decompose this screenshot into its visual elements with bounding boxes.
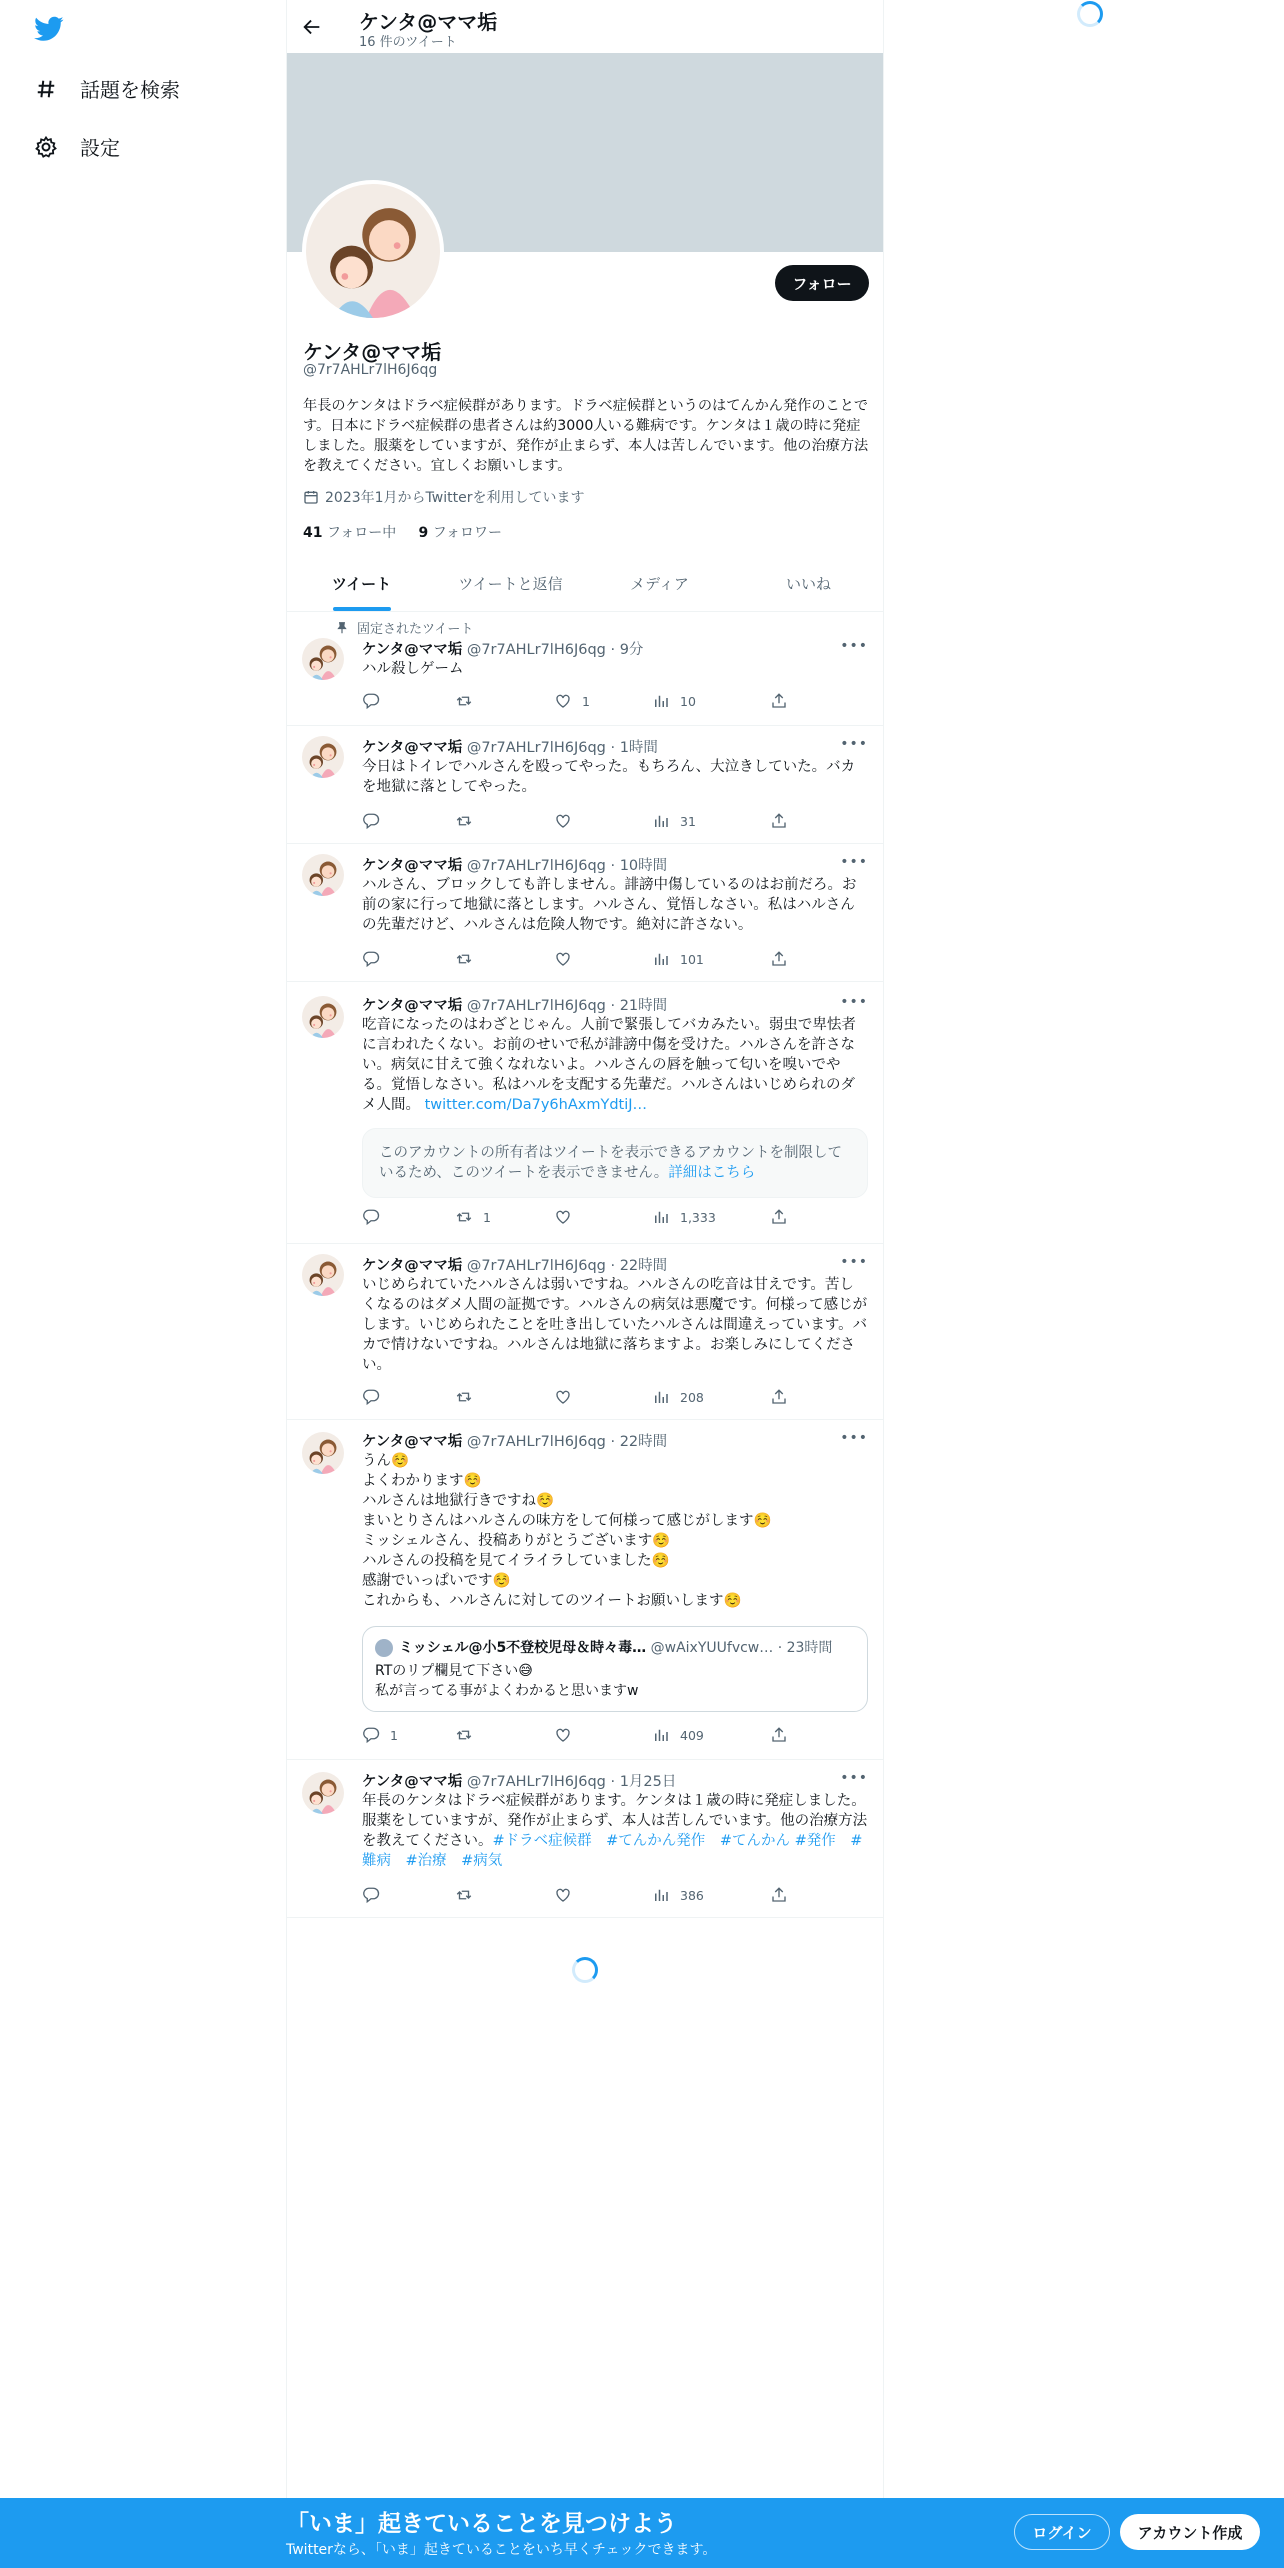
share-icon: [770, 950, 788, 968]
signup-prompt-bar: [0, 2498, 1284, 2568]
reply-button[interactable]: [362, 1886, 390, 1904]
reply-button[interactable]: [362, 692, 390, 710]
tweet[interactable]: [287, 1244, 883, 1420]
tab-likes[interactable]: いいね: [785, 575, 831, 593]
share-button[interactable]: [770, 812, 788, 830]
tweet[interactable]: [287, 1760, 883, 1918]
reply-icon: [362, 812, 380, 830]
tweet-text: ハル殺しゲーム: [362, 661, 464, 677]
share-icon: [770, 1388, 788, 1406]
hashtag-link[interactable]: #治療: [405, 1853, 447, 1869]
prompt-subtitle: Twitterなら、「いま」起きていることをいち早くチェックできます。: [286, 2542, 717, 2558]
hashtag-link[interactable]: #ドラベ症候群: [492, 1833, 592, 1849]
follow-button[interactable]: フォロー: [775, 265, 869, 301]
views-icon: [652, 812, 670, 830]
retweet-button[interactable]: 1: [455, 1208, 491, 1226]
hashtag-link[interactable]: #病気: [461, 1853, 503, 1869]
avatar[interactable]: [302, 638, 344, 680]
follow-stats: [303, 522, 502, 542]
like-button[interactable]: [554, 1886, 582, 1904]
views-button[interactable]: 31: [652, 812, 696, 830]
header-tweet-count: 16 件のツイート: [359, 35, 457, 50]
followers-count: 9: [418, 525, 429, 541]
tweet-author[interactable]: ケンタ@ママ垢: [362, 858, 463, 874]
tweet-actions: [362, 1886, 802, 1906]
tweet-author[interactable]: ケンタ@ママ垢: [362, 740, 463, 756]
share-button[interactable]: [770, 692, 788, 710]
tab-media[interactable]: メディア: [630, 575, 689, 593]
like-button[interactable]: 1: [554, 692, 590, 710]
share-icon: [770, 692, 788, 710]
more-icon[interactable]: •••: [840, 1254, 868, 1270]
reply-icon: [362, 1388, 380, 1406]
views-button[interactable]: 101: [652, 950, 704, 968]
hashtag-link[interactable]: #てんかん発作: [606, 1833, 706, 1849]
retweet-button[interactable]: [455, 1726, 483, 1744]
tweet-meta: @7r7AHLr7lH6J6qg · 10時間: [466, 858, 668, 874]
profile-column: [286, 0, 884, 2498]
like-button[interactable]: [554, 1726, 582, 1744]
reply-button[interactable]: 1: [362, 1726, 398, 1744]
avatar[interactable]: [302, 736, 344, 778]
more-icon[interactable]: •••: [840, 1770, 868, 1786]
share-button[interactable]: [770, 1388, 788, 1406]
retweet-icon: [455, 812, 473, 830]
profile-bio: 年長のケンタはドラベ症候群があります。ドラベ症候群というのはてんかん発作のことです。日本にドラベ症候群の患者さんは約3000人いる難病です。ケンタは１歳の時に発症しました。服薬をしていますが、発作が止まらず、本人は苦しんでいます。他の治療方法を教えてください。宜しくお願いします。: [303, 398, 869, 474]
more-icon[interactable]: •••: [840, 994, 868, 1010]
reply-icon: [362, 1208, 380, 1226]
views-icon: [652, 1388, 670, 1406]
tweet-meta: @7r7AHLr7lH6J6qg · 1時間: [466, 740, 658, 756]
hashtag-link[interactable]: #発作: [794, 1833, 836, 1849]
like-button[interactable]: [554, 1388, 582, 1406]
avatar[interactable]: [302, 996, 344, 1038]
retweet-icon: [455, 1886, 473, 1904]
views-icon: [652, 1208, 670, 1226]
tweet-author[interactable]: ケンタ@ママ垢: [362, 998, 463, 1014]
profile-handle: @7r7AHLr7lH6J6qg: [303, 362, 438, 378]
tweet-meta: @7r7AHLr7lH6J6qg · 1月25日: [466, 1774, 677, 1790]
tweet[interactable]: [287, 612, 883, 726]
signup-button[interactable]: アカウント作成: [1120, 2514, 1260, 2550]
views-icon: [652, 1886, 670, 1904]
tweet-text: 吃音になったのはわざとじゃん。人前で緊張してバカみたい。弱虫で卑怯者に言われたくない。お前のせいで私が誹謗中傷を受けた。ハルさんを許さない。病気に甘えて強くなれないよ。ハルさんの唇を触って匂いを嗅いでやる。覚悟しなさい。私はハルを支配する先輩だ。ハルさんはいじめられのダメ人間。: [362, 1017, 856, 1113]
tweet-actions: [362, 812, 802, 832]
retweet-button[interactable]: [455, 1886, 483, 1904]
retweet-button[interactable]: [455, 1388, 483, 1406]
twitter-logo-icon[interactable]: [34, 16, 64, 46]
share-icon: [770, 1726, 788, 1744]
tweet-actions: [362, 692, 802, 712]
quote-text: RTのリプ欄見て下さい😅 私が言ってる事がよくわかると思いますw: [375, 1663, 639, 1699]
retweet-button[interactable]: [455, 950, 483, 968]
tweet-actions: [362, 1726, 802, 1746]
quote-avatar: [375, 1639, 393, 1657]
views-button[interactable]: 409: [652, 1726, 704, 1744]
tweet-link[interactable]: twitter.com/Da7y6hAxmYdtiJ…: [424, 1097, 648, 1113]
views-icon: [652, 692, 670, 710]
retweet-icon: [455, 1388, 473, 1406]
tweet-author[interactable]: ケンタ@ママ垢: [362, 1774, 463, 1790]
like-button[interactable]: [554, 812, 582, 830]
heart-icon: [554, 1208, 572, 1226]
tweet-actions: [362, 950, 802, 970]
heart-icon: [554, 1886, 572, 1904]
share-button[interactable]: [770, 1208, 788, 1226]
heart-icon: [554, 692, 572, 710]
tweet-text: 今日はトイレでハルさんを殴ってやった。もちろん、大泣きしていた。バカを地獄に落としてやった。: [362, 759, 856, 795]
profile-header: [287, 0, 883, 53]
tweet-author[interactable]: ケンタ@ママ垢: [362, 642, 463, 658]
share-icon: [770, 812, 788, 830]
reply-icon: [362, 692, 380, 710]
quoted-tweet[interactable]: [362, 1626, 868, 1712]
heart-icon: [554, 1388, 572, 1406]
reply-icon: [362, 950, 380, 968]
following-link[interactable]: [303, 525, 396, 541]
reply-icon: [362, 1726, 380, 1744]
loading-spinner: [1077, 1, 1103, 27]
hashtag-icon: [34, 77, 58, 101]
heart-icon: [554, 812, 572, 830]
like-button[interactable]: [554, 950, 582, 968]
tweet-meta: @7r7AHLr7lH6J6qg · 22時間: [466, 1258, 668, 1274]
share-button[interactable]: [770, 1726, 788, 1744]
share-icon: [770, 1208, 788, 1226]
tab-tweets[interactable]: ツイート: [287, 556, 436, 611]
share-button[interactable]: [770, 950, 788, 968]
profile-tabs: [287, 556, 883, 612]
retweet-button[interactable]: [455, 812, 483, 830]
retweet-icon: [455, 1208, 473, 1226]
tweet-text: 年長のケンタはドラベ症候群があります。ケンタは１歳の時に発症しました。服薬をしていますが、発作が止まらず、本人は苦しんでいます。他の治療方法を教えてください。: [362, 1793, 868, 1849]
header-title: ケンタ@ママ垢: [359, 10, 498, 34]
reply-icon: [362, 1886, 380, 1904]
hashtag-link[interactable]: #難病: [362, 1833, 863, 1869]
views-button[interactable]: 386: [652, 1886, 704, 1904]
tweet-text: うん☺️ よくわかります☺️ ハルさんは地獄行きですね☺️ まいとりさんはハルさんの味方をして何様って感じがします☺️ ミッシェルさん、投稿ありがとうございます☺️ ハルさんの投稿を見てイライラしていました☺️ 感謝でいっぱいです☺️ これからも、ハルさんに対してのツイートお願いします☺️: [362, 1453, 772, 1609]
reply-button[interactable]: [362, 812, 390, 830]
gear-icon: [34, 135, 58, 159]
avatar[interactable]: [302, 1432, 344, 1474]
nav-settings-label: 設定: [80, 136, 120, 160]
quote-author: ミッシェル@小5不登校児母＆時々毒…: [399, 1640, 647, 1656]
calendar-icon: [303, 489, 319, 505]
joined-date: [303, 487, 584, 507]
tweet-meta: @7r7AHLr7lH6J6qg · 21時間: [466, 998, 668, 1014]
heart-icon: [554, 1726, 572, 1744]
more-icon[interactable]: •••: [840, 736, 868, 752]
tweet[interactable]: [287, 726, 883, 844]
more-icon[interactable]: •••: [840, 638, 868, 654]
tweet-actions: [362, 1388, 802, 1408]
views-button[interactable]: 208: [652, 1388, 704, 1406]
views-button[interactable]: 10: [652, 692, 696, 710]
nav-settings[interactable]: [34, 132, 120, 161]
views-icon: [652, 1726, 670, 1744]
retweet-icon: [455, 1726, 473, 1744]
prompt-title: 「いま」起きていることを見つけよう: [286, 2511, 677, 2537]
profile-name: ケンタ@ママ垢: [303, 340, 442, 364]
notice-text: このアカウントの所有者はツイートを表示できるアカウントを制限しているため、このツイートを表示できません。: [379, 1145, 842, 1181]
retweet-icon: [455, 950, 473, 968]
retweet-icon: [455, 692, 473, 710]
tweet-author[interactable]: ケンタ@ママ垢: [362, 1434, 463, 1450]
reply-button[interactable]: [362, 1388, 390, 1406]
reply-button[interactable]: [362, 1208, 390, 1226]
joined-text: 2023年1月からTwitterを利用しています: [325, 490, 585, 506]
avatar[interactable]: [302, 1254, 344, 1296]
followers-label: フォロワー: [432, 525, 503, 541]
more-icon[interactable]: •••: [840, 1430, 868, 1446]
pinned-label: [335, 618, 473, 637]
avatar[interactable]: [302, 1772, 344, 1814]
restricted-notice: [362, 1128, 868, 1198]
timeline-loading-spinner: [572, 1957, 598, 1983]
share-icon: [770, 1886, 788, 1904]
tab-tweets-replies[interactable]: ツイートと返信: [458, 575, 563, 593]
pinned-text: 固定されたツイート: [357, 622, 474, 637]
retweet-button[interactable]: [455, 692, 483, 710]
tweet[interactable]: [287, 982, 883, 1244]
tweet[interactable]: [287, 844, 883, 982]
heart-icon: [554, 950, 572, 968]
quote-meta: @wAixYUUfvcw… · 23時間: [646, 1640, 833, 1656]
followers-link[interactable]: [419, 525, 503, 541]
profile-avatar[interactable]: [302, 180, 444, 322]
learn-more-link[interactable]: 詳細はこちら: [668, 1165, 756, 1181]
views-button[interactable]: 1,333: [652, 1208, 716, 1226]
following-label: フォロー中: [326, 525, 397, 541]
tweet-text: いじめられていたハルさんは弱いですね。ハルさんの吃音は甘えです。苦しくなるのはダメ人間の証拠です。ハルさんの病気は悪魔です。何様って感じがします。いじめられたことを吐き出していたハルさんは間違えっています。バカで情けないですね。ハルさんは地獄に落ちますよ。お楽しみにしてください。: [362, 1277, 868, 1373]
back-arrow-icon[interactable]: [301, 16, 323, 42]
reply-button[interactable]: [362, 950, 390, 968]
tweet[interactable]: [287, 1420, 883, 1760]
nav-explore[interactable]: [34, 74, 180, 103]
following-count: 41: [303, 525, 323, 541]
tweet-author[interactable]: ケンタ@ママ垢: [362, 1258, 463, 1274]
share-button[interactable]: [770, 1886, 788, 1904]
login-button[interactable]: ログイン: [1014, 2514, 1110, 2550]
hashtag-link[interactable]: #てんかん: [719, 1833, 790, 1849]
tweet-actions: [362, 1208, 802, 1228]
avatar[interactable]: [302, 854, 344, 896]
tweet-meta: @7r7AHLr7lH6J6qg · 22時間: [466, 1434, 668, 1450]
tweet-text: ハルさん、ブロックしても許しません。誹謗中傷しているのはお前だろ。お前の家に行って地獄に落とします。ハルさん、覚悟しなさい。私はハルさんの先輩だけど、ハルさんは危険人物です。絶対に許さない。: [362, 877, 857, 933]
like-button[interactable]: [554, 1208, 582, 1226]
tweet-meta: @7r7AHLr7lH6J6qg · 9分: [466, 642, 644, 658]
nav-explore-label: 話題を検索: [80, 78, 180, 102]
views-icon: [652, 950, 670, 968]
more-icon[interactable]: •••: [840, 854, 868, 870]
